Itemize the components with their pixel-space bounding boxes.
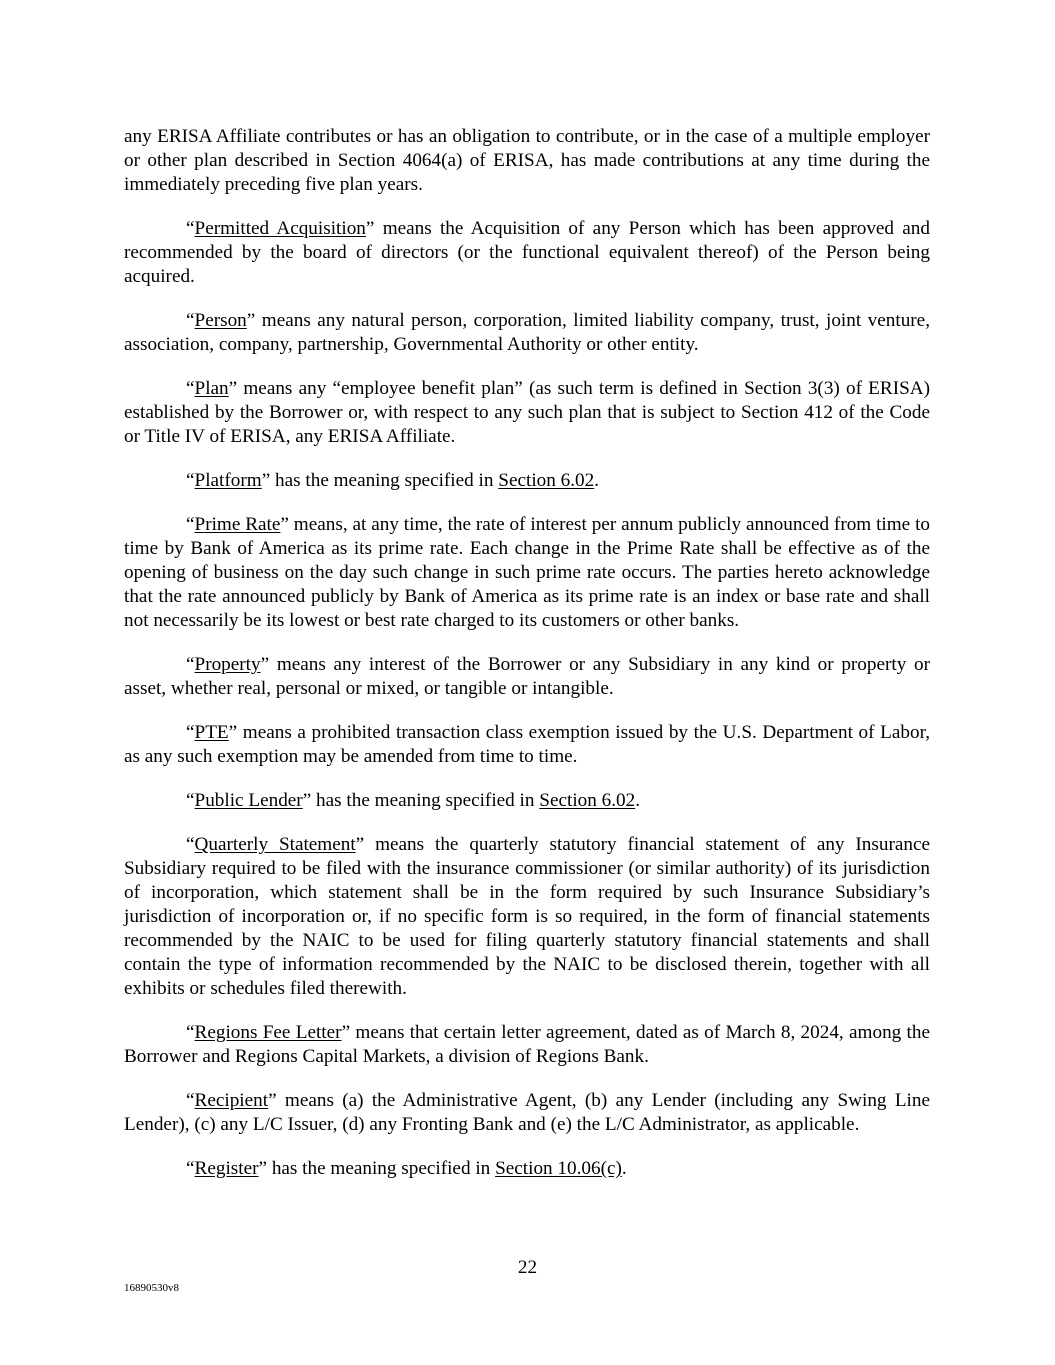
section-reference: Section 6.02: [498, 470, 595, 491]
definition-pte: “PTE” means a prohibited transaction class exemption issued by the U.S. Department of Labor, as any such exemption may be amended from time to time.: [124, 722, 930, 767]
definition-text: means, at any time, the rate of interest per annum publicly announced from time to time by Bank of America as its prime rate. Each change in the Prime Rate shall be effective as of the opening of business on the day such change in such prime rate occurs. The parties hereto acknowledge that the rate announced publicly by Bank of America as its prime rate is an index or base rate and shall not necessarily be its lowest or best rate charged to its customers or other banks.: [124, 514, 930, 631]
definition-text: means that certain letter agreement, dated as of March 8, 2024, among the Borrower and Regions Capital Markets, a division of Regions Bank.: [124, 1022, 931, 1067]
defined-term: Prime Rate: [194, 514, 281, 535]
definition-text: means any natural person, corporation, limited liability company, trust, joint venture, association, company, partnership, Governmental Authority or other entity.: [124, 310, 930, 355]
definition-quarterly-statement: “Quarterly Statement” means the quarterly statutory financial statement of any Insurance Subsidiary required to be filed with the insurance commissioner (or similar authority) of its jurisdiction of incorporation, which statement shall be in the form required by such Insurance Subsidiary’s jurisdiction of incorporation or, if no specific form is so required, in the form of financial statements recommended by the NAIC to be used for filing quarterly statutory financial statements and shall contain the type of information recommended by the NAIC to be disclosed therein, together with all exhibits or schedules filed therewith.: [124, 834, 930, 999]
definition-recipient: “Recipient” means (a) the Administrative Agent, (b) any Lender (including any Swing Line Lender), (c) any L/C Issuer, (d) any Fronting Bank and (e) the L/C Administrator, as applicable.: [124, 1090, 930, 1135]
section-reference: Section 6.02: [539, 790, 636, 811]
definition-text: has the meaning specified in: [270, 470, 499, 491]
document-body: [124, 125, 930, 1201]
document-id: 16890530v8: [124, 1282, 179, 1294]
defined-term: Regions Fee Letter: [194, 1022, 342, 1043]
definition-plan: “Plan” means any “employee benefit plan” (as such term is defined in Section 3(3) of ERISA) established by the Borrower or, with respect to any such plan that is subject to Section 412 of the Code or Title IV of ERISA, any ERISA Affiliate.: [124, 378, 930, 447]
defined-term: Recipient: [194, 1090, 269, 1111]
defined-term: Register: [194, 1158, 259, 1179]
definition-regions-fee-letter: “Regions Fee Letter” means that certain letter agreement, dated as of March 8, 2024, among the Borrower and Regions Capital Markets, a division of Regions Bank.: [124, 1022, 931, 1067]
definition-person: “Person” means any natural person, corporation, limited liability company, trust, joint venture, association, company, partnership, Governmental Authority or other entity.: [124, 310, 930, 355]
section-reference: Section 10.06(c): [495, 1158, 622, 1179]
definition-prime-rate: “Prime Rate” means, at any time, the rate of interest per annum publicly announced from time to time by Bank of America as its prime rate. Each change in the Prime Rate shall be effective as of the opening of business on the day such change in such prime rate occurs. The parties hereto acknowledge that the rate announced publicly by Bank of America as its prime rate is an index or base rate and shall not necessarily be its lowest or best rate charged to its customers or other banks.: [124, 514, 930, 631]
definition-text: means the Acquisition of any Person which has been approved and recommended by the board of directors (or the functional equivalent thereof) of the Person being acquired.: [124, 218, 930, 287]
definition-text: means a prohibited transaction class exemption issued by the U.S. Department of Labor, as any such exemption may be amended from time to time.: [124, 722, 930, 767]
definition-public-lender: “Public Lender” has the meaning specified in Section 6.02.: [186, 790, 641, 811]
definition-text: means any interest of the Borrower or any Subsidiary in any kind or property or asset, whether real, personal or mixed, or tangible or intangible.: [124, 654, 930, 699]
defined-term: Plan: [194, 378, 229, 399]
definition-platform: “Platform” has the meaning specified in Section 6.02.: [186, 470, 600, 491]
defined-term: Person: [194, 310, 247, 331]
definition-permitted-acquisition: “Permitted Acquisition” means the Acquisition of any Person which has been approved and recommended by the board of directors (or the functional equivalent thereof) of the Person being acquired.: [124, 218, 930, 287]
definition-text: means the quarterly statutory financial statement of any Insurance Subsidiary required to be filed with the insurance commissioner (or similar authority) of its jurisdiction of incorporation, which statement shall be in the form required by such Insurance Subsidiary’s jurisdiction of incorporation or, if no specific form is so required, in the form of financial statements recommended by the NAIC to be used for filing quarterly statutory financial statements and shall contain the type of information recommended by the NAIC to be disclosed therein, together with all exhibits or schedules filed therewith.: [124, 834, 930, 999]
defined-term: PTE: [194, 722, 229, 743]
defined-term: Permitted Acquisition: [194, 218, 366, 239]
defined-term: Public Lender: [194, 790, 303, 811]
definition-text: means (a) the Administrative Agent, (b) any Lender (including any Swing Line Lender), (c) any L/C Issuer, (d) any Fronting Bank and (e) the L/C Administrator, as applicable.: [124, 1090, 930, 1135]
page-number: 22: [517, 1257, 538, 1278]
defined-term: Quarterly Statement: [194, 834, 356, 855]
defined-term: Property: [194, 654, 261, 675]
definition-text: has the meaning specified in: [311, 790, 540, 811]
continuation-paragraph: any ERISA Affiliate contributes or has an obligation to contribute, or in the case of a multiple employer or other plan described in Section 4064(a) of ERISA, has made contributions at any time during the immediately preceding five plan years.: [124, 126, 930, 195]
definition-text: has the meaning specified in: [267, 1158, 496, 1179]
definition-property: “Property” means any interest of the Borrower or any Subsidiary in any kind or property or asset, whether real, personal or mixed, or tangible or intangible.: [124, 654, 930, 699]
defined-term: Platform: [194, 470, 262, 491]
definition-text: means any “employee benefit plan” (as such term is defined in Section 3(3) of ERISA) established by the Borrower or, with respect to any such plan that is subject to Section 412 of the Code or Title IV of ERISA, any ERISA Affiliate.: [124, 378, 930, 447]
definition-register: “Register” has the meaning specified in Section 10.06(c).: [186, 1158, 627, 1179]
